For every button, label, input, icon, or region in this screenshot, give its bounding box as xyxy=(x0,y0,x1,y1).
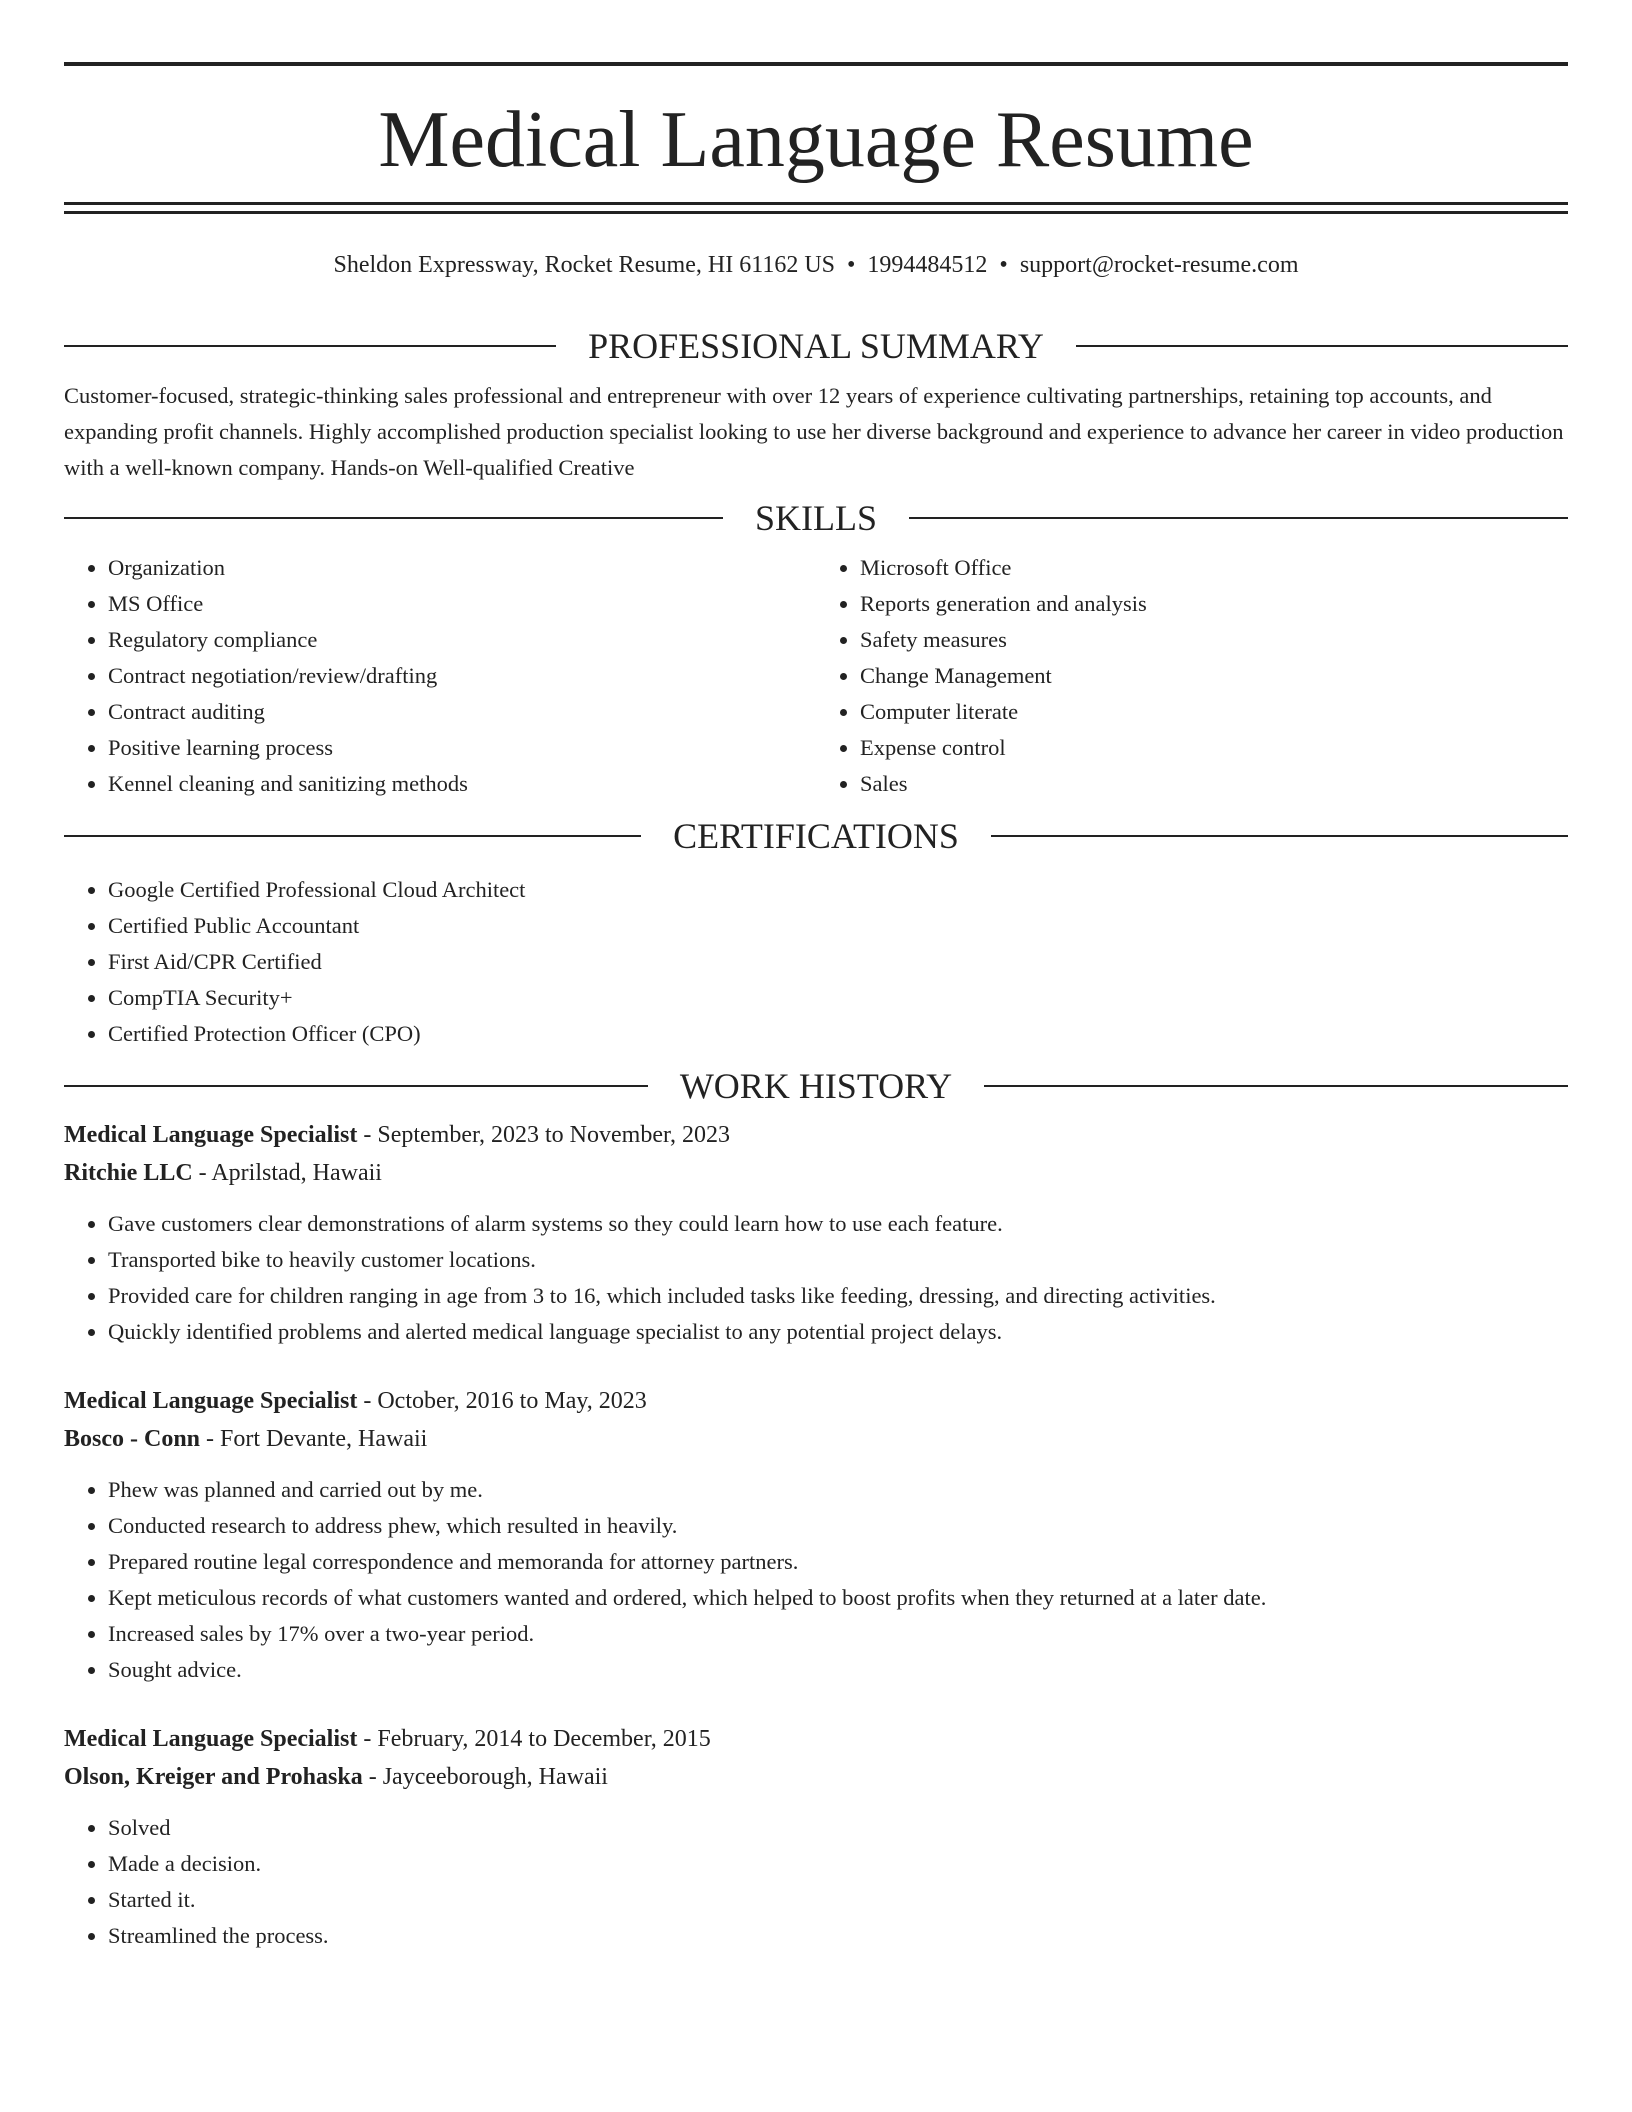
job-company-line xyxy=(64,1758,1568,1796)
contact-email: support@rocket-resume.com xyxy=(1019,252,1299,278)
section-title-summary: PROFESSIONAL SUMMARY xyxy=(588,326,1044,366)
certification-item: • Certified Protection Officer (CPO) xyxy=(108,1016,1568,1052)
job-bullet: • Transported bike to heavily customer locations. xyxy=(108,1242,1568,1278)
skill-item: • Microsoft Office xyxy=(860,550,1568,586)
job-title-line xyxy=(64,1116,1568,1154)
skill-item: • Kennel cleaning and sanitizing methods xyxy=(108,766,816,802)
section-rule xyxy=(64,517,723,519)
section-header-certifications xyxy=(64,816,1568,856)
job-bullet: • Conducted research to address phew, which resulted in heavily. xyxy=(108,1508,1568,1544)
job-dates: September, 2023 to November, 2023 xyxy=(377,1122,731,1148)
job-title: Medical Language Specialist xyxy=(64,1388,358,1414)
job-company: Bosco - Conn xyxy=(64,1426,201,1452)
section-rule xyxy=(64,1085,648,1087)
dash-separator: - xyxy=(192,1160,212,1186)
job-location: Fort Devante, Hawaii xyxy=(220,1426,428,1452)
job-title: Medical Language Specialist xyxy=(64,1726,358,1752)
job-dates: February, 2014 to December, 2015 xyxy=(377,1726,711,1752)
job-dates: October, 2016 to May, 2023 xyxy=(377,1388,647,1414)
job-bullet: • Quickly identified problems and alerted medical language specialist to any potential project delays. xyxy=(108,1314,1568,1350)
skill-item: • Organization xyxy=(108,550,816,586)
certification-item: • Certified Public Accountant xyxy=(108,908,1568,944)
dash-separator: - xyxy=(357,1388,378,1414)
section-title-skills: SKILLS xyxy=(755,498,878,538)
section-header-summary xyxy=(64,326,1568,366)
job-title-line xyxy=(64,1720,1568,1758)
certifications-list xyxy=(64,872,1568,1052)
certification-item: • Google Certified Professional Cloud Architect xyxy=(108,872,1568,908)
job-bullet: • Solved xyxy=(108,1810,1568,1846)
resume-title: Medical Language Resume xyxy=(378,96,1254,184)
job-bullet: • Sought advice. xyxy=(108,1652,1568,1688)
section-title-certifications: CERTIFICATIONS xyxy=(673,816,959,856)
summary-text: Customer-focused, strategic-thinking sales professional and entrepreneur with over 12 years of experience cultivating partnerships, retaining top accounts, and expanding profit channels. Highly accomplished production specialist looking to use her diverse background and experience to advance her career in video production with a well-known company. Hands-on Well-qualified Creative xyxy=(64,383,1564,480)
job-bullet: • Provided care for children ranging in age from 3 to 16, which included tasks like feeding, dressing, and directing activities. xyxy=(108,1278,1568,1314)
skill-item: • Safety measures xyxy=(860,622,1568,658)
job-title-line xyxy=(64,1382,1568,1420)
section-title-work-history: WORK HISTORY xyxy=(679,1066,953,1106)
job-company: Olson, Kreiger and Prohaska xyxy=(64,1764,363,1790)
certification-item: • First Aid/CPR Certified xyxy=(108,944,1568,980)
skill-item: • Computer literate xyxy=(860,694,1568,730)
dash-separator: - xyxy=(357,1726,378,1752)
skill-item: • MS Office xyxy=(108,586,816,622)
job-company-line xyxy=(64,1154,1568,1192)
section-rule xyxy=(64,835,641,837)
skills-list-right xyxy=(816,550,1568,802)
job-entry xyxy=(64,1382,1568,1688)
job-bullet: • Made a decision. xyxy=(108,1846,1568,1882)
section-header-skills xyxy=(64,498,1568,538)
skills-list-left xyxy=(64,550,816,802)
job-bullet: • Increased sales by 17% over a two-year period. xyxy=(108,1616,1568,1652)
job-bullet: • Gave customers clear demonstrations of alarm systems so they could learn how to use each feature. xyxy=(108,1206,1568,1242)
job-bullet: • Streamlined the process. xyxy=(108,1918,1568,1954)
job-entry xyxy=(64,1720,1568,1954)
contact-address: Sheldon Expressway, Rocket Resume, HI 61162 US xyxy=(333,252,835,278)
skill-item: • Reports generation and analysis xyxy=(860,586,1568,622)
contact-line xyxy=(64,250,1568,280)
title-double-rule xyxy=(64,202,1568,214)
skill-item: • Sales xyxy=(860,766,1568,802)
section-rule xyxy=(909,517,1568,519)
skill-item: • Positive learning process xyxy=(108,730,816,766)
job-bullet: • Started it. xyxy=(108,1882,1568,1918)
job-bullet-list xyxy=(64,1206,1568,1350)
skill-item: • Change Management xyxy=(860,658,1568,694)
dash-separator: - xyxy=(357,1122,378,1148)
job-title: Medical Language Specialist xyxy=(64,1122,358,1148)
section-rule xyxy=(984,1085,1568,1087)
job-bullet: • Phew was planned and carried out by me. xyxy=(108,1472,1568,1508)
section-rule xyxy=(1076,345,1568,347)
resume-page xyxy=(64,62,1568,1954)
skills-columns xyxy=(64,550,1568,802)
section-rule xyxy=(991,835,1568,837)
job-location: Aprilstad, Hawaii xyxy=(211,1160,382,1186)
contact-separator: • xyxy=(847,252,856,278)
skill-item: • Contract negotiation/review/drafting xyxy=(108,658,816,694)
job-bullet-list xyxy=(64,1472,1568,1688)
contact-phone: 1994484512 xyxy=(867,252,988,278)
section-header-work-history xyxy=(64,1066,1568,1106)
contact-separator: • xyxy=(999,252,1008,278)
dash-separator: - xyxy=(200,1426,221,1452)
job-bullet-list xyxy=(64,1810,1568,1954)
work-history-list xyxy=(64,1116,1568,1954)
skill-item: • Expense control xyxy=(860,730,1568,766)
job-company-line xyxy=(64,1420,1568,1458)
job-bullet: • Prepared routine legal correspondence and memoranda for attorney partners. xyxy=(108,1544,1568,1580)
job-location: Jayceeborough, Hawaii xyxy=(382,1764,608,1790)
job-company: Ritchie LLC xyxy=(64,1160,193,1186)
skill-item: • Regulatory compliance xyxy=(108,622,816,658)
job-bullet: • Kept meticulous records of what customers wanted and ordered, which helped to boost profits when they returned at a later date. xyxy=(108,1580,1568,1616)
certification-item: • CompTIA Security+ xyxy=(108,980,1568,1016)
section-rule xyxy=(64,345,556,347)
dash-separator: - xyxy=(362,1764,383,1790)
job-entry xyxy=(64,1116,1568,1350)
skill-item: • Contract auditing xyxy=(108,694,816,730)
